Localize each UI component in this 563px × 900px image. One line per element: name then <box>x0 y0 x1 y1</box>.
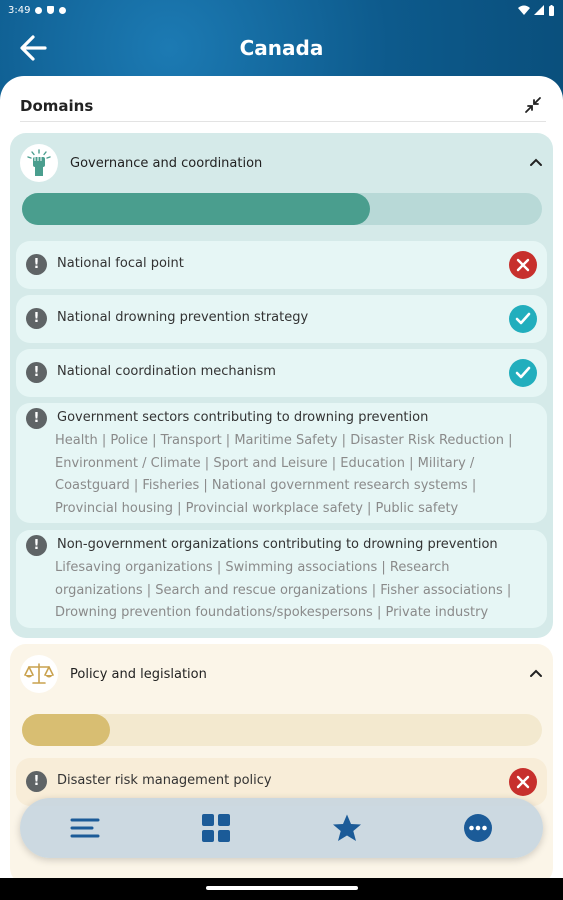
item-label: National focal point <box>57 256 184 271</box>
wifi-icon <box>518 5 530 15</box>
item-label: National drowning prevention strategy <box>57 310 309 325</box>
cross-status-icon <box>509 251 537 279</box>
shield-icon <box>47 6 54 14</box>
bottom-navigation <box>20 798 543 858</box>
progress-track <box>22 193 542 225</box>
item-label: Non-government organizations contributing to drowning prevention <box>57 537 498 552</box>
list-item[interactable] <box>16 403 547 523</box>
progress-fill <box>22 714 110 746</box>
info-alert-icon: ! <box>26 308 47 329</box>
item-detail: Health | Police | Transport | Maritime Safety | Disaster Risk Reduction | Environment / Climate | Sport and Leisure | Education | Military / Coastguard | Fisheries | National government research systems | Provincial housing | Provincial workplace safety | Public safety <box>55 433 513 516</box>
star-icon <box>332 813 362 843</box>
nav-grid-button[interactable] <box>196 808 236 848</box>
more-icon <box>463 813 493 843</box>
back-button[interactable] <box>18 34 48 62</box>
scales-icon <box>20 655 58 693</box>
progress-track <box>22 714 542 746</box>
nav-list-button[interactable] <box>65 808 105 848</box>
domains-title: Domains <box>20 96 94 115</box>
section-title: Governance and coordination <box>70 155 263 171</box>
item-label: Disaster risk management policy <box>57 773 272 788</box>
list-item[interactable] <box>16 349 547 397</box>
info-alert-icon: ! <box>26 408 47 429</box>
check-status-icon <box>509 359 537 387</box>
info-alert-icon: ! <box>26 254 47 275</box>
domains-header <box>20 90 546 122</box>
battery-icon <box>548 5 555 16</box>
item-label: Government sectors contributing to drowning prevention <box>57 410 429 425</box>
gesture-navigation-bar <box>0 878 563 900</box>
status-bar <box>0 0 563 20</box>
cross-status-icon <box>509 768 537 796</box>
home-indicator[interactable] <box>206 886 358 890</box>
list-item[interactable] <box>16 241 547 289</box>
chevron-up-icon[interactable] <box>529 155 543 169</box>
info-alert-icon: ! <box>26 535 47 556</box>
page-title: Canada <box>239 36 324 60</box>
notification-icon <box>35 7 42 14</box>
list-item[interactable] <box>16 530 547 628</box>
section-header-governance[interactable] <box>20 143 543 183</box>
item-detail: Lifesaving organizations | Swimming associations | Research organizations | Search and rescue organizations | Fisher associations | Drowning prevention foundations/spokespersons | Private industry <box>55 560 512 620</box>
section-header-policy[interactable] <box>20 654 543 694</box>
content-sheet <box>0 76 563 878</box>
collapse-all-icon[interactable] <box>524 96 542 114</box>
status-time: 3:49 <box>8 4 31 16</box>
list-item[interactable] <box>16 295 547 343</box>
info-alert-icon: ! <box>26 771 47 792</box>
check-status-icon <box>509 305 537 333</box>
raised-fist-icon <box>20 144 58 182</box>
progress-fill <box>22 193 370 225</box>
back-arrow-icon <box>18 34 48 62</box>
grid-icon <box>201 813 231 843</box>
list-icon <box>70 817 100 839</box>
info-alert-icon: ! <box>26 362 47 383</box>
item-label: National coordination mechanism <box>57 364 276 379</box>
nav-favorites-button[interactable] <box>327 808 367 848</box>
top-app-bar <box>0 22 563 74</box>
section-title: Policy and legislation <box>70 666 207 682</box>
nav-more-button[interactable] <box>458 808 498 848</box>
chevron-up-icon[interactable] <box>529 666 543 680</box>
section-governance <box>10 133 553 638</box>
signal-icon <box>534 5 544 15</box>
notification-icon-2 <box>59 7 66 14</box>
